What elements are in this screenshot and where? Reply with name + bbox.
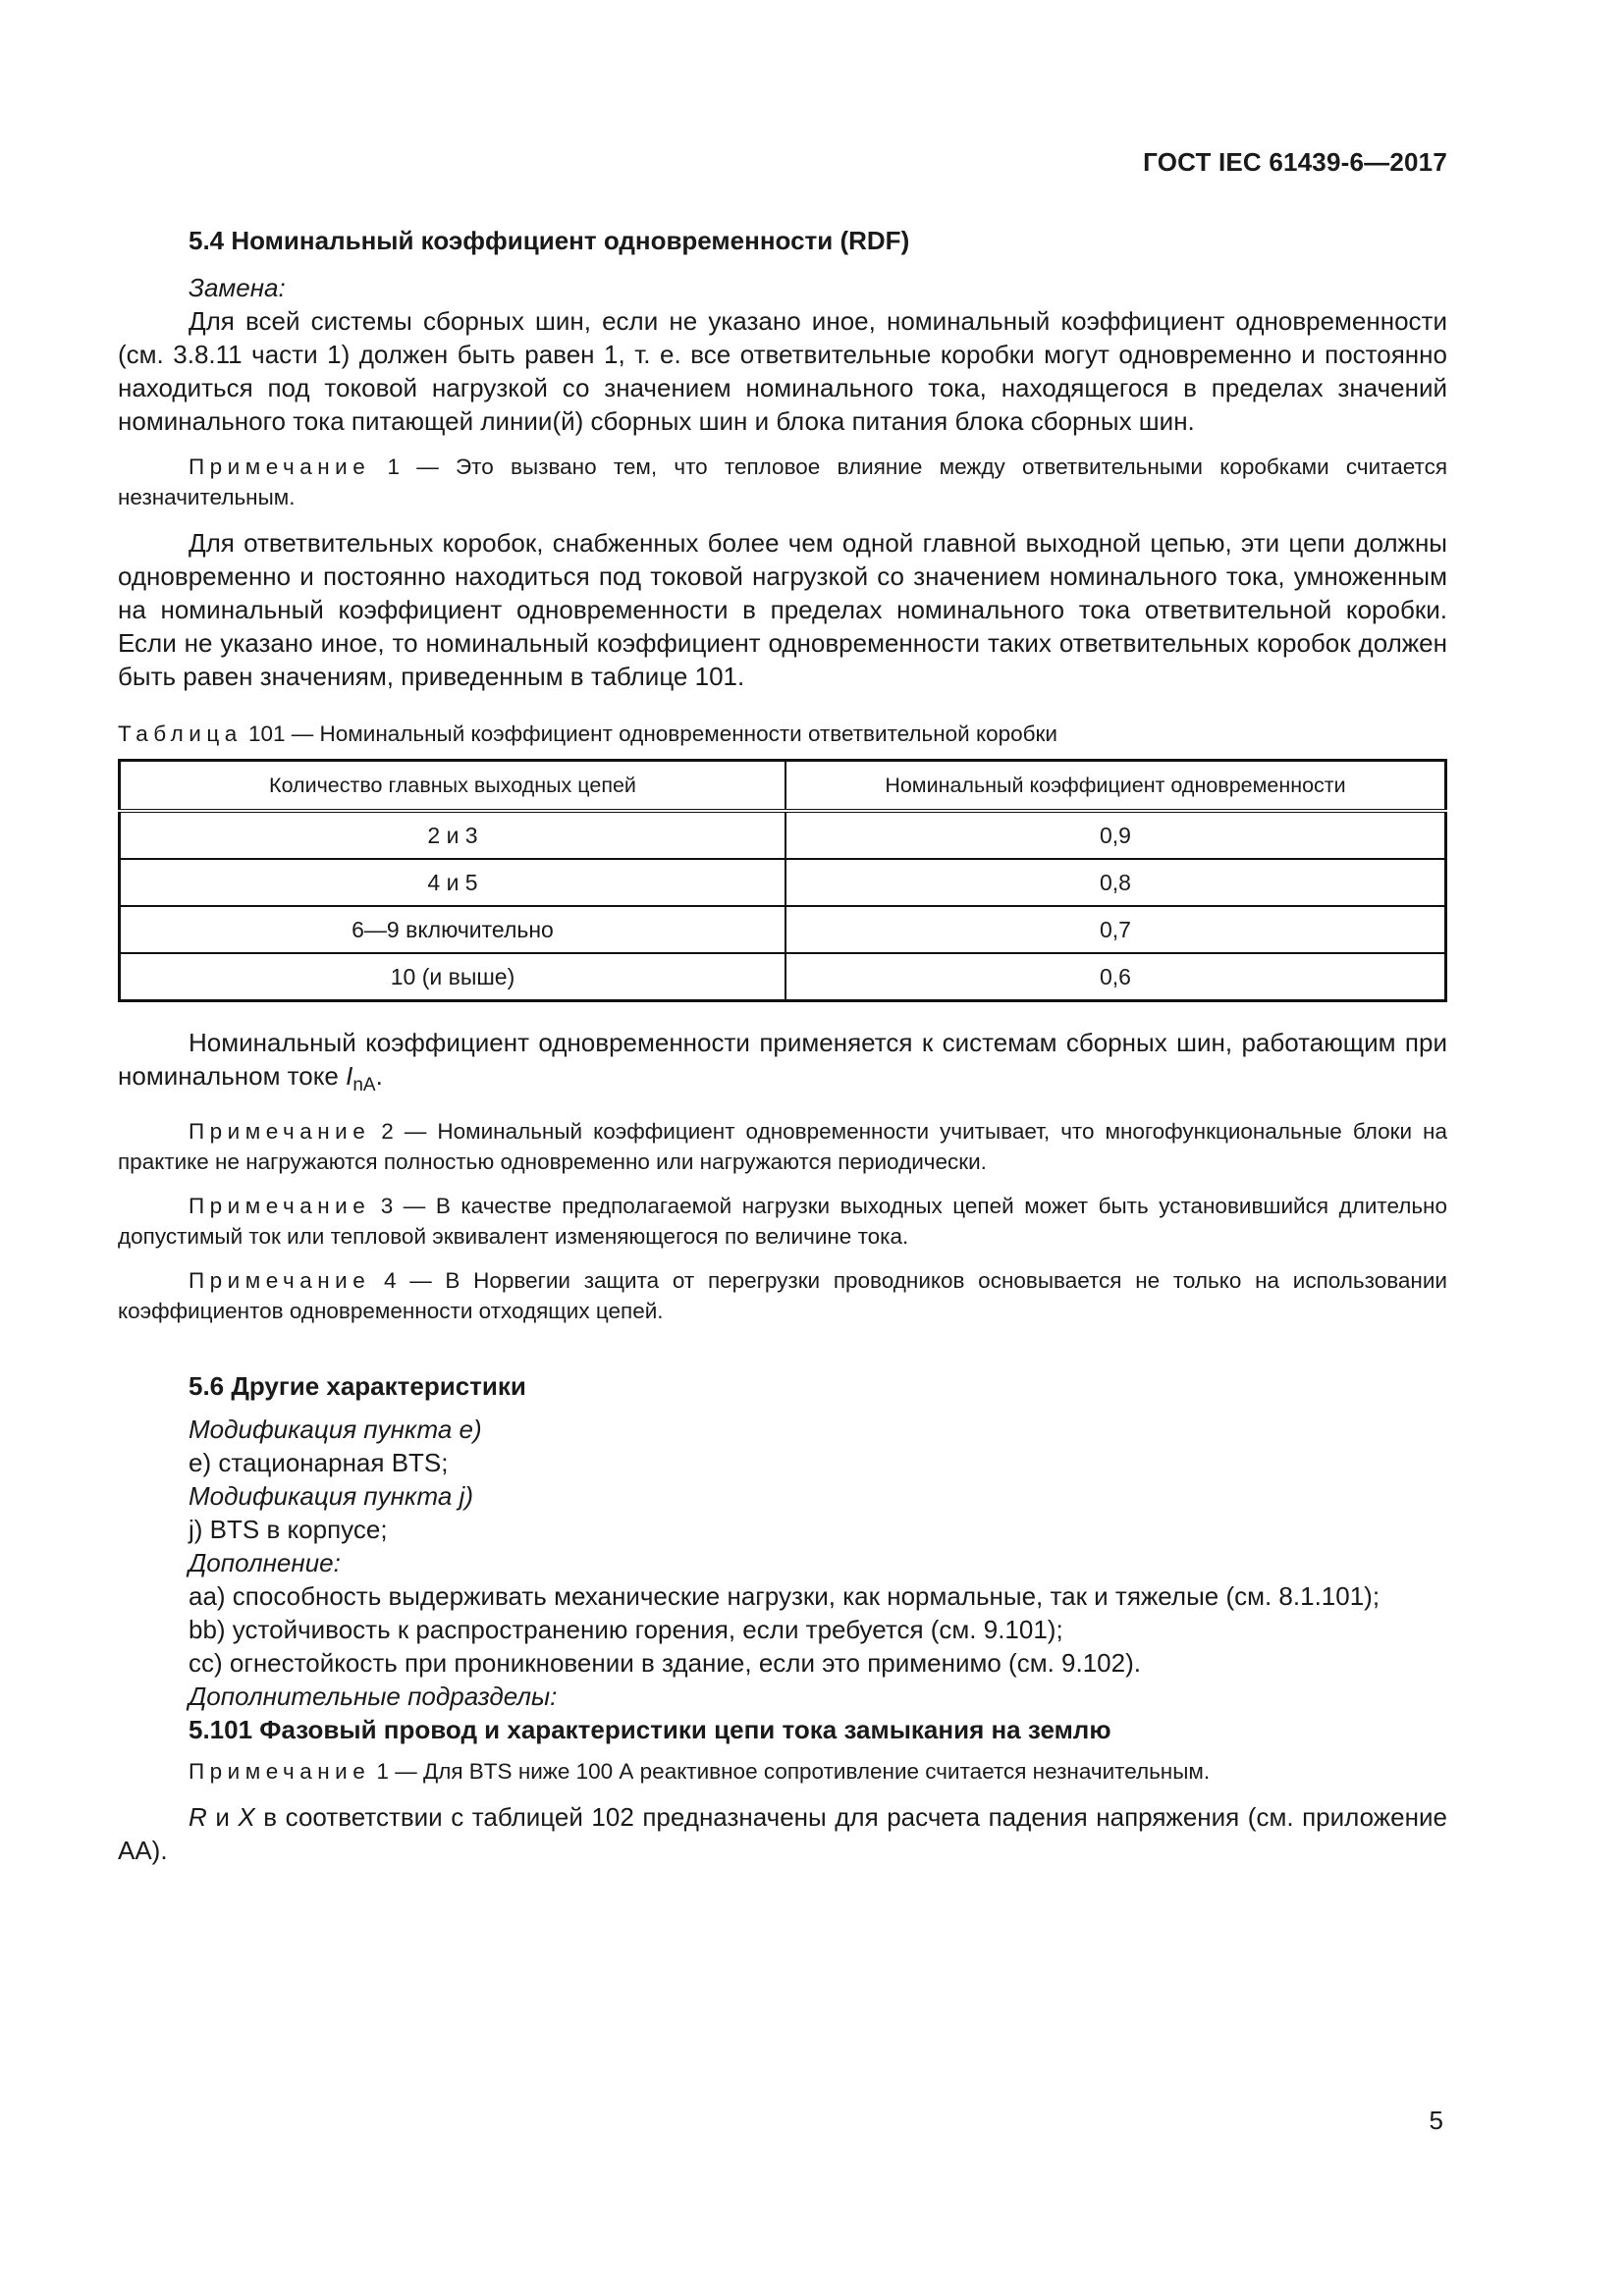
col-header-rdf: Номинальный коэффициент одновременности <box>785 761 1446 812</box>
note-2 <box>118 1116 1447 1177</box>
table-title: 101 — Номинальный коэффициент одновременности ответвительной коробки <box>242 721 1057 746</box>
symbol-r: R <box>189 1802 207 1832</box>
table-cell-rdf: 0,6 <box>785 953 1446 1001</box>
note-text: 1 — Для BTS ниже 100 А реактивное сопротивление считается незначительным. <box>370 1759 1211 1784</box>
list-item-aa: aa) способность выдерживать механические нагрузки, как нормальные, так и тяжелые (см. 8.1.101); <box>189 1581 1380 1611</box>
table-row <box>120 859 1446 906</box>
modification-e-label: Модификация пункта е) <box>189 1415 482 1444</box>
paragraph-text: в соответствии с таблицей 102 предназначены для расчета падения напряжения (см. приложение АА). <box>118 1802 1447 1865</box>
table-row <box>120 906 1446 953</box>
paragraph-rated-current <box>118 1026 1447 1102</box>
paragraph-rdf-system: Для всей системы сборных шин, если не указано иное, номинальный коэффициент одновременности (см. 3.8.11 части 1) должен быть равен 1, т. е. все ответвительные коробки могут одновременно и постоянно находиться под токовой нагрузкой со значением номинального тока, находящегося в пределах значений номинального тока питающей линии(й) сборных шин и блока питания блока сборных шин. <box>118 306 1447 436</box>
list-item-j: j) BTS в корпусе; <box>189 1515 388 1544</box>
paragraph-tap-off-units: Для ответвительных коробок, снабженных более чем одной главной выходной цепью, эти цепи должны одновременно и постоянно находиться под токовой нагрузкой со значением номинального тока, умноженным на номинальный коэффициент одновременности в пределах номинального тока ответвительной коробки. Если не указано иное, то номинальный коэффициент одновременности таких ответвительных коробок должен быть равен значениям, приведенным в таблице 101. <box>118 528 1447 691</box>
page-content <box>118 224 1447 1867</box>
section-5-4-title: 5.4 Номинальный коэффициент одновременности (RDF) <box>189 226 910 255</box>
table-101-caption <box>118 719 1447 749</box>
table-cell-circuits: 10 (и выше) <box>120 953 786 1001</box>
list-item-bb: bb) устойчивость к распространению горения, если требуется (см. 9.101); <box>189 1615 1063 1644</box>
paragraph-text: Номинальный коэффициент одновременности применяется к системам сборных шин, работающим при номинальном токе <box>118 1028 1447 1091</box>
table-label: Таблица <box>118 721 243 746</box>
note-label: Примечание <box>189 1194 371 1218</box>
col-header-circuits: Количество главных выходных цепей <box>120 761 786 812</box>
table-cell-rdf: 0,8 <box>785 859 1446 906</box>
list-item-cc: cc) огнестойкость при проникновении в здание, если это применимо (см. 9.102). <box>189 1648 1141 1678</box>
table-cell-circuits: 4 и 5 <box>120 859 786 906</box>
symbol-i: I <box>346 1061 353 1091</box>
table-header-row <box>120 761 1446 812</box>
note-text: 1 — Это вызвано тем, что тепловое влияние между ответвительными коробками считается незначительным. <box>118 454 1447 509</box>
note-text: 4 — В Норвегии защита от перегрузки проводников основывается не только на использовании коэффициентов одновременности отходящих цепей. <box>118 1268 1447 1323</box>
table-row <box>120 811 1446 859</box>
note-1 <box>118 452 1447 512</box>
symbol-subscript: nA <box>352 1075 376 1095</box>
note-text: 3 — В качестве предполагаемой нагрузки выходных цепей может быть установившийся длительно допустимый ток или тепловой эквивалент изменяющегося по величине тока. <box>118 1194 1447 1249</box>
page-number: 5 <box>1429 2106 1443 2135</box>
symbol-x: X <box>238 1802 255 1832</box>
document-code: ГОСТ IEC 61439-6—2017 <box>1143 147 1447 177</box>
list-item-e: е) стационарная BTS; <box>189 1448 449 1477</box>
rdf-table <box>118 759 1447 1002</box>
note-label: Примечание <box>189 1759 371 1784</box>
note-3 <box>118 1191 1447 1252</box>
table-cell-rdf: 0,9 <box>785 811 1446 859</box>
conjunction: и <box>206 1802 239 1832</box>
note-label: Примечание <box>189 1268 371 1293</box>
table-cell-circuits: 2 и 3 <box>120 811 786 859</box>
subsections-label: Дополнительные подразделы: <box>189 1682 558 1711</box>
note-label: Примечание <box>189 454 371 479</box>
note-label: Примечание <box>189 1119 371 1144</box>
note-4 <box>118 1265 1447 1326</box>
paragraph-end: . <box>375 1061 383 1091</box>
section-5-6-title: 5.6 Другие характеристики <box>189 1371 526 1401</box>
table-row <box>120 953 1446 1001</box>
paragraph-r-x <box>118 1800 1447 1867</box>
note-text: 2 — Номинальный коэффициент одновременности учитывает, что многофункциональные блоки на практике не нагружаются полностью одновременно или нагружаются периодически. <box>118 1119 1447 1174</box>
table-cell-rdf: 0,7 <box>785 906 1446 953</box>
replace-label: Замена: <box>189 273 286 302</box>
section-5-101-title: 5.101 Фазовый провод и характеристики цепи тока замыкания на землю <box>189 1715 1111 1744</box>
addition-label: Дополнение: <box>189 1548 341 1577</box>
table-cell-circuits: 6—9 включительно <box>120 906 786 953</box>
note-5-101 <box>118 1756 1447 1787</box>
modification-j-label: Модификация пункта j) <box>189 1481 473 1511</box>
